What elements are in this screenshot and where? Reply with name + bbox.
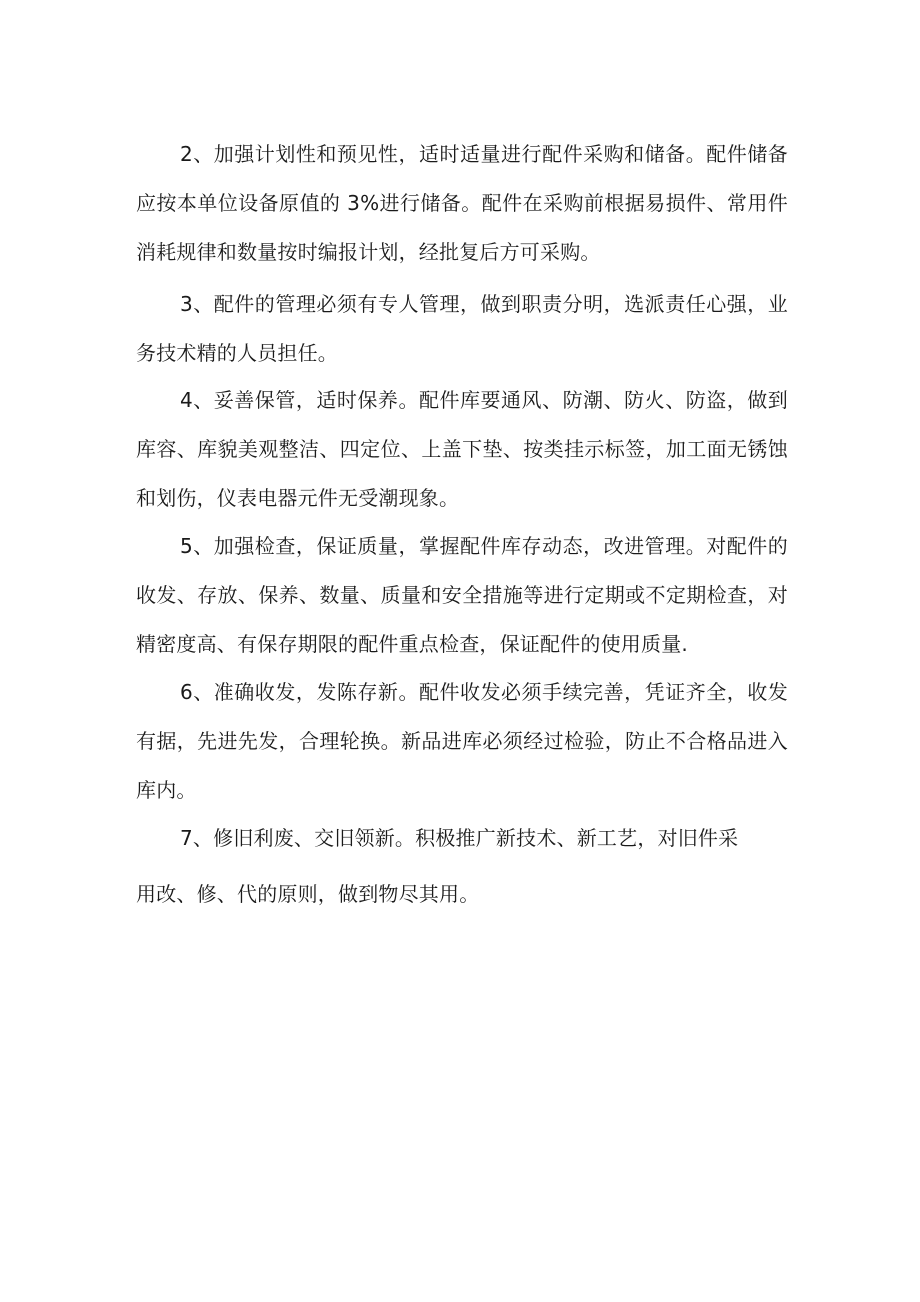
paragraph-6: 6、准确收发，发陈存新。配件收发必须手续完善，凭证齐全，收发有据，先进先发，合理轮换。新品进库必须经过检验，防止不合格品进入库内。 bbox=[136, 680, 788, 802]
paragraph-5: 5、加强检查，保证质量，掌握配件库存动态，改进管理。对配件的收发、存放、保养、数量、质量和安全措施等进行定期或不定期检查，对精密度高、有保存期限的配件重点检查，保证配件的使用质量. bbox=[136, 534, 788, 656]
paragraph-3: 3、配件的管理必须有专人管理，做到职责分明，选派责任心强，业务技术精的人员担任。 bbox=[136, 292, 788, 365]
paragraph-7-line-2: 用改、修、代的原则，做到物尽其用。 bbox=[136, 882, 480, 906]
paragraph-7-line-1: 7、修旧利废、交旧领新。积极推广新技术、新工艺，对旧件采 bbox=[180, 826, 739, 850]
paragraph-2: 2、加强计划性和预见性，适时适量进行配件采购和储备。配件储备应按本单位设备原值的 3%进行储备。配件在采购前根据易损件、常用件消耗规律和数量按时编报计划，经批复后方可采购。 bbox=[136, 142, 788, 264]
paragraph-4: 4、妥善保管，适时保养。配件库要通风、防潮、防火、防盗，做到库容、库貌美观整洁、四定位、上盖下垫、按类挂示标签，加工面无锈蚀和划伤，仪表电器元件无受潮现象。 bbox=[136, 388, 788, 510]
